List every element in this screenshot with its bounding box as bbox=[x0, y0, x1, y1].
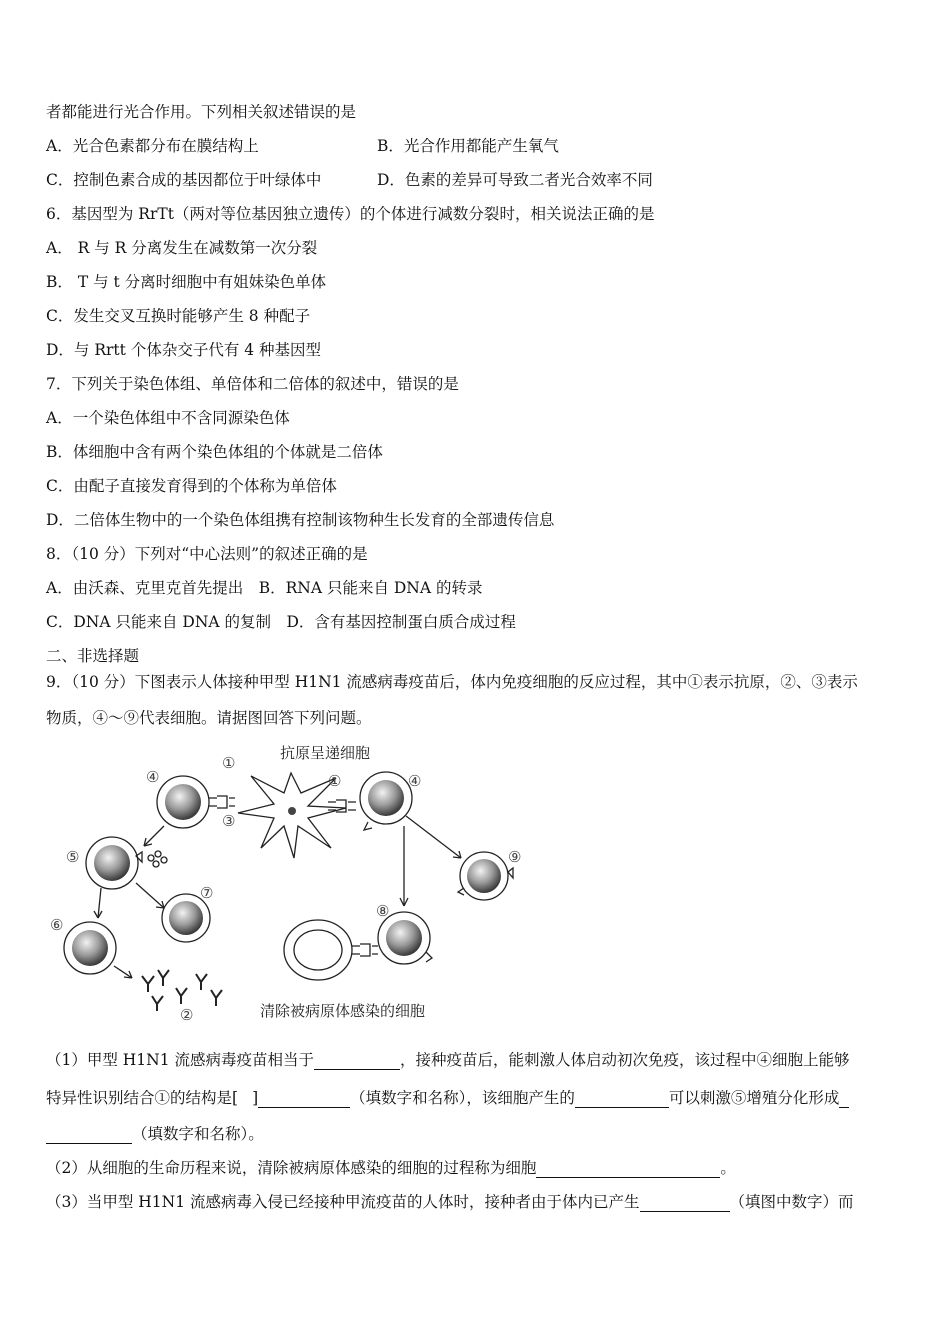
answer-blank-substance[interactable] bbox=[575, 1091, 669, 1108]
cell-6 bbox=[64, 922, 116, 974]
q5-option-a: A．光合色素都分布在膜结构上 bbox=[46, 137, 259, 155]
q9-p1-text-b: ，接种疫苗后，能刺激人体启动初次免疫，该过程中④细胞上能够 bbox=[400, 1051, 850, 1069]
q9-part2 bbox=[46, 1158, 736, 1178]
q9-p3-text-a: （3）当甲型 H1N1 流感病毒入侵已经接种甲流疫苗的人体时，接种者由于体内已产生 bbox=[46, 1193, 640, 1211]
q7-stem: 7．下列关于染色体组、单倍体和二倍体的叙述中，错误的是 bbox=[46, 375, 459, 393]
q6-option-b: B． T 与 t 分离时细胞中有姐妹染色单体 bbox=[46, 273, 327, 291]
answer-blank-cell[interactable] bbox=[46, 1127, 132, 1144]
apc-label: 抗原呈递细胞 bbox=[280, 744, 371, 762]
q8-stem: 8．（10 分）下列对“中心法则”的叙述正确的是 bbox=[46, 545, 368, 563]
answer-blank-vaccine[interactable] bbox=[314, 1053, 400, 1070]
q9-stem-line2: 物质，④～⑨代表细胞。请据图回答下列问题。 bbox=[46, 709, 372, 727]
answer-blank-memory-cells[interactable] bbox=[640, 1195, 730, 1212]
antibodies bbox=[142, 970, 222, 1011]
q6-option-a: A． R 与 R 分离发生在减数第一次分裂 bbox=[46, 239, 318, 257]
q9-stem-line1: 9．（10 分）下图表示人体接种甲型 H1N1 流感病毒疫苗后，体内免疫细胞的反应过程，其中①表示抗原，②、③表示 bbox=[46, 673, 858, 691]
label-6: ⑥ bbox=[50, 916, 64, 934]
q9-p1-text-a: （1）甲型 H1N1 流感病毒疫苗相当于 bbox=[46, 1051, 315, 1069]
label-9: ⑨ bbox=[508, 848, 522, 866]
cell-4-left bbox=[157, 776, 209, 828]
cell-5 bbox=[86, 837, 142, 889]
q9-part1-line1 bbox=[46, 1050, 850, 1070]
cell-9 bbox=[458, 852, 513, 900]
secreted-particle bbox=[148, 855, 154, 861]
label-2: ② bbox=[180, 1006, 194, 1024]
q5-option-c: C．控制色素合成的基因都位于叶绿体中 bbox=[46, 171, 322, 189]
secreted-particle bbox=[153, 861, 159, 867]
section-heading: 二、非选择题 bbox=[46, 647, 140, 665]
arrow-4-to-5 bbox=[144, 826, 164, 846]
q9-p2-text-a: （2）从细胞的生命历程来说，清除被病原体感染的细胞的过程称为细胞 bbox=[46, 1159, 537, 1177]
q8-options-cd: C．DNA 只能来自 DNA 的复制 D．含有基因控制蛋白质合成过程 bbox=[46, 613, 516, 631]
q7-option-c: C．由配子直接发育得到的个体称为单倍体 bbox=[46, 477, 337, 495]
q5-option-b: B．光合作用都能产生氧气 bbox=[377, 137, 559, 155]
q9-part1-line3 bbox=[46, 1124, 264, 1144]
arrow-4-to-9 bbox=[406, 816, 461, 858]
q9-p1-text-c: 特异性识别结合①的结构是[ bbox=[46, 1089, 239, 1107]
receptor-left bbox=[209, 796, 235, 808]
q9-p1-text-d: ] bbox=[252, 1089, 259, 1107]
q9-part1-line2 bbox=[46, 1088, 849, 1108]
secreted-particle bbox=[161, 857, 167, 863]
answer-blank-cell-start[interactable] bbox=[839, 1091, 849, 1108]
secreted-particle bbox=[155, 851, 161, 857]
q9-p1-text-f: 可以刺激⑤增殖分化形成 bbox=[668, 1089, 840, 1107]
arrow-5-to-7 bbox=[136, 883, 164, 908]
cell-4-right bbox=[360, 772, 412, 830]
clear-infected-label: 清除被病原体感染的细胞 bbox=[260, 1002, 426, 1020]
answer-blank-receptor[interactable] bbox=[258, 1091, 350, 1108]
q7-option-b: B．体细胞中含有两个染色体组的个体就是二倍体 bbox=[46, 443, 383, 461]
q9-p1-text-e: （填数字和名称），该细胞产生的 bbox=[350, 1089, 575, 1107]
label-4-left: ④ bbox=[146, 768, 160, 786]
q5-options-cd bbox=[46, 170, 653, 190]
q5-option-d: D．色素的差异可导致二者光合效率不同 bbox=[377, 171, 653, 189]
q9-p1-text-g: （填数字和名称）。 bbox=[132, 1125, 264, 1143]
apc-nucleus bbox=[288, 807, 296, 815]
q7-option-a: A．一个染色体组中不含同源染色体 bbox=[46, 409, 290, 427]
label-7: ⑦ bbox=[200, 884, 214, 902]
receptor-right bbox=[328, 800, 356, 812]
label-4-right: ④ bbox=[408, 772, 422, 790]
label-5: ⑤ bbox=[66, 848, 80, 866]
q9-part3 bbox=[46, 1192, 854, 1212]
label-1-right: ① bbox=[328, 772, 342, 790]
label-1-left: ① bbox=[222, 754, 236, 772]
label-8: ⑧ bbox=[376, 902, 390, 920]
label-3: ③ bbox=[222, 812, 236, 830]
q7-option-d: D．二倍体生物中的一个染色体组携有控制该物种生长发育的全部遗传信息 bbox=[46, 511, 555, 529]
infected-cell bbox=[284, 920, 352, 980]
q6-option-c: C．发生交叉互换时能够产生 8 种配子 bbox=[46, 307, 311, 325]
q8-options-ab: A．由沃森、克里克首先提出 B．RNA 只能来自 DNA 的转录 bbox=[46, 579, 483, 597]
q6-option-d: D．与 Rrtt 个体杂交子代有 4 种基因型 bbox=[46, 341, 322, 359]
q6-stem: 6．基因型为 RrTt（两对等位基因独立遗传）的个体进行减数分裂时，相关说法正确的是 bbox=[46, 205, 655, 223]
receptor-8 bbox=[352, 944, 378, 956]
immune-response-figure bbox=[46, 738, 546, 1028]
q5-stem-tail: 者都能进行光合作用。下列相关叙述错误的是 bbox=[46, 103, 357, 121]
q5-options-ab bbox=[46, 136, 559, 156]
answer-blank-apoptosis[interactable] bbox=[536, 1161, 720, 1178]
q9-p2-text-b: 。 bbox=[720, 1159, 736, 1177]
q9-p3-text-b: （填图中数字）而 bbox=[729, 1193, 854, 1211]
